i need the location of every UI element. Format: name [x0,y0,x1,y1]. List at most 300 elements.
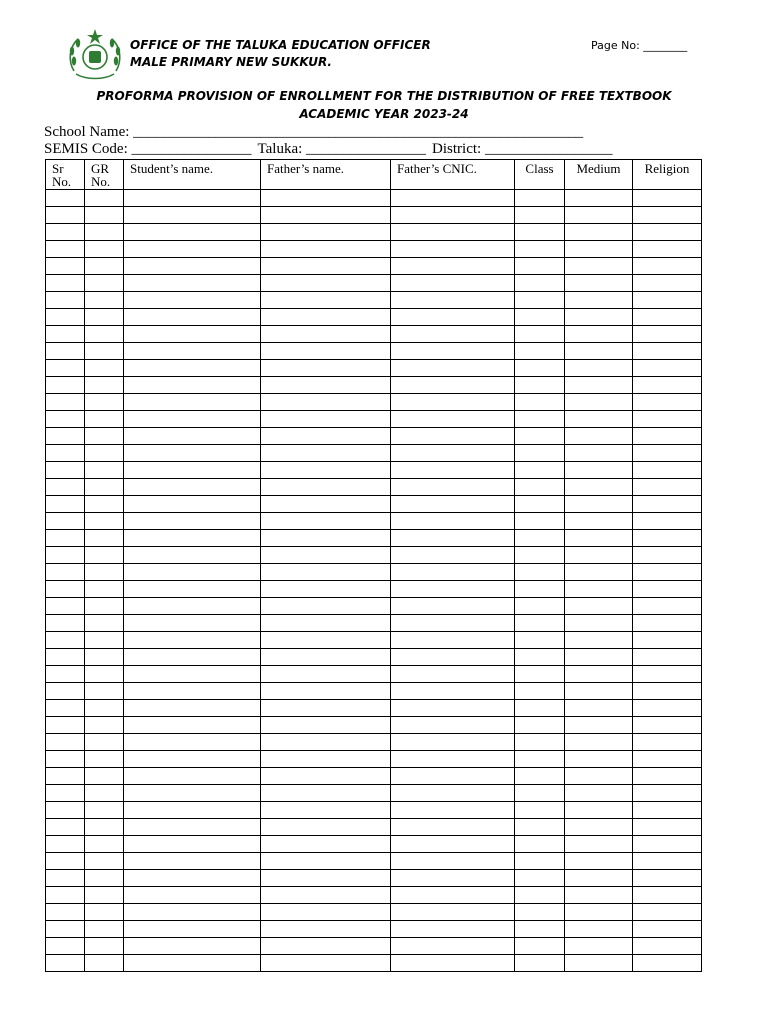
table-cell [261,513,391,530]
table-cell [633,479,702,496]
table-cell [565,479,633,496]
table-cell [85,904,124,921]
table-cell [124,819,261,836]
table-cell [391,768,515,785]
column-header-gr-no: GR No. [85,160,124,190]
table-cell [46,785,85,802]
table-cell [46,241,85,258]
table-cell [124,734,261,751]
table-cell [515,853,565,870]
table-cell [85,649,124,666]
table-cell [515,938,565,955]
table-cell [124,598,261,615]
table-cell [515,683,565,700]
table-cell [85,751,124,768]
table-cell [46,258,85,275]
table-row [46,734,702,751]
table-cell [633,785,702,802]
table-cell [633,513,702,530]
table-cell [85,870,124,887]
table-cell [124,615,261,632]
table-cell [565,513,633,530]
table-cell [85,275,124,292]
table-cell [124,479,261,496]
table-cell [515,479,565,496]
table-cell [565,700,633,717]
table-cell [515,445,565,462]
table-cell [85,564,124,581]
table-cell [391,496,515,513]
table-cell [85,547,124,564]
table-row [46,938,702,955]
table-row [46,666,702,683]
table-cell [391,275,515,292]
table-cell [124,360,261,377]
table-cell [391,785,515,802]
table-cell [391,462,515,479]
table-cell [633,309,702,326]
table-cell [85,428,124,445]
table-cell [261,581,391,598]
table-cell [633,564,702,581]
table-cell [124,785,261,802]
table-cell [46,938,85,955]
table-cell [46,360,85,377]
table-cell [565,258,633,275]
table-cell [565,445,633,462]
table-cell [124,649,261,666]
table-cell [124,428,261,445]
table-cell [46,887,85,904]
table-cell [515,547,565,564]
column-header-class: Class [515,160,565,190]
table-row [46,360,702,377]
table-cell [85,598,124,615]
table-row [46,224,702,241]
table-cell [633,632,702,649]
table-cell [633,921,702,938]
table-cell [391,870,515,887]
table-cell [391,190,515,207]
table-cell [46,428,85,445]
table-cell [85,768,124,785]
table-cell [261,479,391,496]
table-cell [633,258,702,275]
table-cell [515,819,565,836]
office-line-1: OFFICE OF THE TALUKA EDUCATION OFFICER [130,38,431,52]
table-cell [85,394,124,411]
table-row [46,479,702,496]
table-cell [124,870,261,887]
table-cell [261,734,391,751]
table-cell [85,496,124,513]
table-cell [85,479,124,496]
table-cell [515,343,565,360]
table-row [46,496,702,513]
table-cell [565,343,633,360]
table-cell [261,598,391,615]
table-cell [85,921,124,938]
table-row [46,632,702,649]
table-cell [46,717,85,734]
table-cell [46,751,85,768]
table-cell [565,224,633,241]
table-cell [633,615,702,632]
table-cell [391,938,515,955]
table-row [46,921,702,938]
table-row [46,292,702,309]
table-cell [515,904,565,921]
table-cell [85,207,124,224]
table-cell [391,547,515,564]
column-header-medium: Medium [565,160,633,190]
table-cell [633,292,702,309]
table-cell [391,615,515,632]
table-row [46,683,702,700]
office-heading [130,37,431,71]
table-cell [124,275,261,292]
table-cell [261,955,391,972]
table-cell [565,785,633,802]
table-cell [85,360,124,377]
table-cell [124,224,261,241]
table-cell [46,343,85,360]
table-row [46,326,702,343]
table-cell [633,428,702,445]
table-cell [124,666,261,683]
academic-year-title: ACADEMIC YEAR 2023-24 [299,107,469,121]
table-cell [46,921,85,938]
table-cell [46,649,85,666]
table-cell [261,496,391,513]
table-cell [261,751,391,768]
table-row [46,853,702,870]
table-cell [515,394,565,411]
table-cell [261,292,391,309]
table-cell [124,241,261,258]
table-cell [633,275,702,292]
table-cell [633,207,702,224]
table-row [46,955,702,972]
table-cell [85,802,124,819]
table-cell [85,513,124,530]
table-cell [124,632,261,649]
table-cell [85,938,124,955]
table-cell [46,547,85,564]
table-row [46,394,702,411]
table-row [46,343,702,360]
table-cell [565,598,633,615]
table-cell [515,224,565,241]
column-header-religion: Religion [633,160,702,190]
table-cell [515,717,565,734]
table-cell [515,802,565,819]
table-cell [515,632,565,649]
table-cell [515,581,565,598]
table-row [46,547,702,564]
table-cell [565,207,633,224]
table-cell [391,343,515,360]
table-cell [261,258,391,275]
table-cell [565,326,633,343]
table-cell [565,564,633,581]
table-cell [85,853,124,870]
table-cell [633,904,702,921]
table-cell [85,955,124,972]
table-cell [391,479,515,496]
table-cell [565,496,633,513]
table-cell [391,445,515,462]
table-cell [124,853,261,870]
table-cell [46,955,85,972]
table-cell [261,462,391,479]
table-cell [261,530,391,547]
table-cell [391,649,515,666]
table-cell [261,445,391,462]
table-cell [124,309,261,326]
table-cell [565,309,633,326]
table-cell [261,360,391,377]
table-cell [565,411,633,428]
table-cell [633,190,702,207]
table-cell [124,377,261,394]
table-row [46,700,702,717]
table-cell [124,955,261,972]
table-cell [515,734,565,751]
table-cell [46,326,85,343]
table-cell [46,207,85,224]
enrollment-table [45,159,702,972]
table-cell [261,564,391,581]
table-cell [633,598,702,615]
table-cell [391,632,515,649]
table-cell [124,411,261,428]
table-cell [46,870,85,887]
table-cell [85,343,124,360]
table-cell [261,394,391,411]
table-row [46,615,702,632]
table-cell [633,377,702,394]
table-row [46,598,702,615]
table-body [46,190,702,972]
table-cell [391,530,515,547]
table-cell [261,819,391,836]
table-cell [85,462,124,479]
table-cell [85,836,124,853]
table-cell [85,717,124,734]
table-cell [633,853,702,870]
table-cell [261,275,391,292]
table-cell [85,581,124,598]
table-cell [46,513,85,530]
table-cell [124,530,261,547]
table-cell [515,292,565,309]
table-cell [515,462,565,479]
table-cell [565,768,633,785]
table-cell [261,853,391,870]
table-row [46,785,702,802]
table-cell [46,275,85,292]
table-cell [633,496,702,513]
table-cell [46,394,85,411]
table-cell [633,955,702,972]
table-cell [565,581,633,598]
table-row [46,207,702,224]
table-cell [391,717,515,734]
table-cell [565,666,633,683]
table-cell [391,853,515,870]
table-cell [515,666,565,683]
table-cell [391,377,515,394]
table-cell [391,224,515,241]
table-cell [261,309,391,326]
table-cell [633,649,702,666]
table-cell [633,870,702,887]
table-cell [633,462,702,479]
table-cell [565,649,633,666]
table-cell [261,224,391,241]
table-row [46,462,702,479]
table-cell [124,564,261,581]
table-cell [515,207,565,224]
table-cell [515,564,565,581]
table-cell [633,683,702,700]
table-cell [46,224,85,241]
table-cell [515,275,565,292]
table-cell [261,649,391,666]
table-cell [85,224,124,241]
table-cell [633,734,702,751]
table-cell [633,224,702,241]
table-row [46,190,702,207]
table-cell [124,462,261,479]
table-cell [633,819,702,836]
table-cell [124,547,261,564]
table-row [46,241,702,258]
table-cell [261,666,391,683]
table-cell [565,360,633,377]
table-cell [515,360,565,377]
table-cell [515,836,565,853]
table-cell [515,411,565,428]
table-cell [565,683,633,700]
table-cell [124,496,261,513]
table-cell [391,921,515,938]
table-cell [565,632,633,649]
table-cell [565,547,633,564]
table-row [46,564,702,581]
table-cell [633,666,702,683]
table-cell [261,683,391,700]
table-cell [46,377,85,394]
table-row [46,649,702,666]
table-cell [124,836,261,853]
table-cell [515,326,565,343]
table-cell [46,581,85,598]
table-cell [261,870,391,887]
table-row [46,581,702,598]
table-row [46,836,702,853]
table-cell [46,632,85,649]
table-cell [633,530,702,547]
table-row [46,768,702,785]
table-cell [565,394,633,411]
table-cell [633,581,702,598]
table-row [46,445,702,462]
table-cell [515,428,565,445]
table-row [46,802,702,819]
table-cell [85,819,124,836]
table-cell [565,921,633,938]
table-cell [85,615,124,632]
table-cell [261,547,391,564]
table-cell [124,717,261,734]
table-cell [46,734,85,751]
table-cell [85,785,124,802]
table-cell [261,802,391,819]
table-cell [633,938,702,955]
table-cell [633,887,702,904]
table-cell [633,700,702,717]
table-cell [261,615,391,632]
table-cell [46,190,85,207]
column-header-father-name: Father’s name. [261,160,391,190]
table-cell [633,802,702,819]
table-cell [391,241,515,258]
table-cell [46,564,85,581]
table-cell [85,530,124,547]
table-cell [515,649,565,666]
table-cell [124,343,261,360]
table-cell [633,326,702,343]
table-cell [124,700,261,717]
taluka-field: Taluka: ________________ [257,141,427,157]
table-cell [633,768,702,785]
table-cell [633,751,702,768]
table-cell [261,717,391,734]
table-cell [565,938,633,955]
column-header-sr-no: Sr No. [46,160,85,190]
table-cell [391,802,515,819]
table-cell [85,445,124,462]
table-cell [515,768,565,785]
table-cell [391,700,515,717]
table-cell [46,496,85,513]
table-row [46,904,702,921]
table-cell [85,666,124,683]
table-cell [633,394,702,411]
table-cell [124,292,261,309]
table-cell [633,445,702,462]
table-cell [515,513,565,530]
table-cell [46,479,85,496]
table-cell [85,241,124,258]
table-cell [46,836,85,853]
table-cell [633,343,702,360]
table-cell [391,309,515,326]
table-cell [85,632,124,649]
column-header-student-name: Student’s name. [124,160,261,190]
table-header-row [46,160,702,190]
table-cell [124,921,261,938]
table-cell [261,207,391,224]
table-cell [261,768,391,785]
table-row [46,530,702,547]
table-cell [515,887,565,904]
table-cell [46,683,85,700]
table-cell [124,326,261,343]
table-cell [515,241,565,258]
